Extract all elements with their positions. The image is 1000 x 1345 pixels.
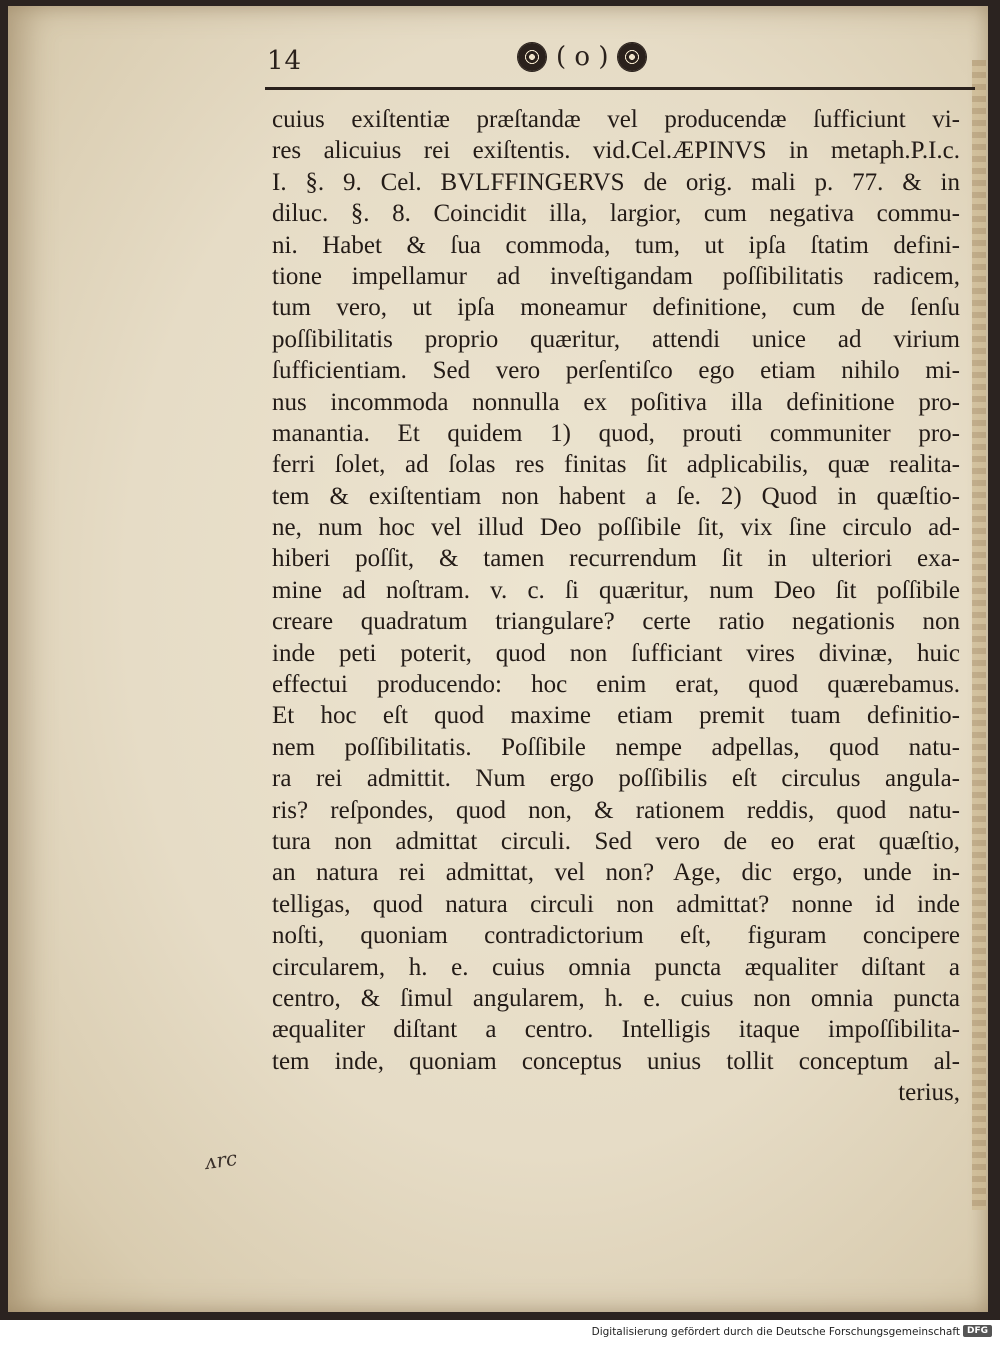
- text-line: tum vero, ut ipſa moneamur definitione, cum de ſenſu: [272, 294, 960, 322]
- text-line: diluc. §. 8. Coincidit illa, largior, cum negativa commu-: [272, 200, 960, 228]
- text-line: ris? reſpondes, quod non, & rationem reddis, quod natu-: [272, 796, 960, 824]
- text-line: an natura rei admittat, vel non? Age, dic ergo, unde in-: [272, 859, 960, 887]
- text-line: Et hoc eſt quod maxime etiam premit tuam definitio-: [272, 702, 960, 730]
- footer-credit: Digitalisierung gefördert durch die Deutsche Forschungsgemeinschaft: [591, 1326, 960, 1338]
- text-line: res alicuius rei exiſtentis. vid.Cel.ÆPINVS in metaph.P.I.c.: [272, 137, 960, 165]
- header-rule: [265, 87, 975, 90]
- text-line: noſti, quoniam contradictorium eſt, figuram concipere: [272, 922, 960, 950]
- rosette-left-icon: [518, 43, 546, 71]
- text-line: manantia. Et quidem 1) quod, prouti communiter pro-: [272, 419, 960, 447]
- text-line: telligas, quod natura circuli non admittat? nonne id inde: [272, 890, 960, 918]
- text-line: nus incommoda nonnulla ex poſitiva illa definitione pro-: [272, 388, 960, 416]
- page-number: 14: [267, 46, 303, 76]
- rosette-right-icon: [618, 43, 646, 71]
- text-line: tem inde, quoniam conceptus unius tollit conceptum al-: [272, 1047, 960, 1075]
- text-line: I. §. 9. Cel. BVLFFINGERVS de orig. mali p. 77. & in: [272, 168, 960, 196]
- page-edge: [972, 60, 986, 1210]
- handwritten-mark: ᴧrc: [203, 1145, 239, 1175]
- text-line: nem poſſibilitatis. Poſſibile nempe adpellas, quod natu-: [272, 733, 960, 761]
- page-header: [263, 42, 975, 82]
- text-line: inde peti poterit, quod non ſufficiant vires divinæ, huic: [272, 639, 960, 667]
- text-line: ferri ſolet, ad ſolas res finitas ſit adplicabilis, quæ realita-: [272, 451, 960, 479]
- text-line: cuius exiſtentiæ præſtandæ vel producendæ ſufficiunt vi-: [272, 106, 960, 133]
- text-line: tura non admittat circuli. Sed vero de eo erat quæſtio,: [272, 827, 960, 855]
- text-line: poſſibilitatis proprio quæritur, attendi unice ad virium: [272, 325, 960, 353]
- body-text: [272, 104, 960, 1109]
- text-line: ne, num hoc vel illud Deo poſſibile ſit, vix ſine circulo ad-: [272, 514, 960, 542]
- text-line: creare quadratum triangulare? certe ratio negationis non: [272, 608, 960, 636]
- header-ornament-text: ( o ): [556, 42, 609, 72]
- text-line: mine ad noſtram. v. c. ſi quæritur, num Deo ſit poſſibile: [272, 576, 960, 604]
- text-line: circularem, h. e. cuius omnia puncta æqualiter diſtant a: [272, 953, 960, 981]
- text-line: tione impellamur ad inveſtigandam poſſibilitatis radicem,: [272, 262, 960, 290]
- text-line: tem & exiſtentiam non habent a ſe. 2) Quod in quæſtio-: [272, 482, 960, 510]
- text-line: æqualiter diſtant a centro. Intelligis itaque impoſſibilita-: [272, 1016, 960, 1044]
- header-ornament: [518, 42, 646, 72]
- footer-bar: [0, 1320, 1000, 1345]
- text-line: ni. Habet & ſua commoda, tum, ut ipſa ſtatim defini-: [272, 231, 960, 259]
- text-line: ra rei admittit. Num ergo poſſibilis eſt circulus angula-: [272, 765, 960, 793]
- text-line: ſufficientiam. Sed vero perſentiſco ego etiam nihilo mi-: [272, 357, 960, 385]
- catchword: terius,: [898, 1079, 960, 1107]
- text-line: hiberi poſſit, & tamen recurrendum ſit in ulteriori exa-: [272, 545, 960, 573]
- dfg-logo: DFG: [963, 1325, 992, 1337]
- text-line: centro, & ſimul angularem, h. e. cuius non omnia puncta: [272, 984, 960, 1012]
- text-line: effectui producendo: hoc enim erat, quod quærebamus.: [272, 671, 960, 699]
